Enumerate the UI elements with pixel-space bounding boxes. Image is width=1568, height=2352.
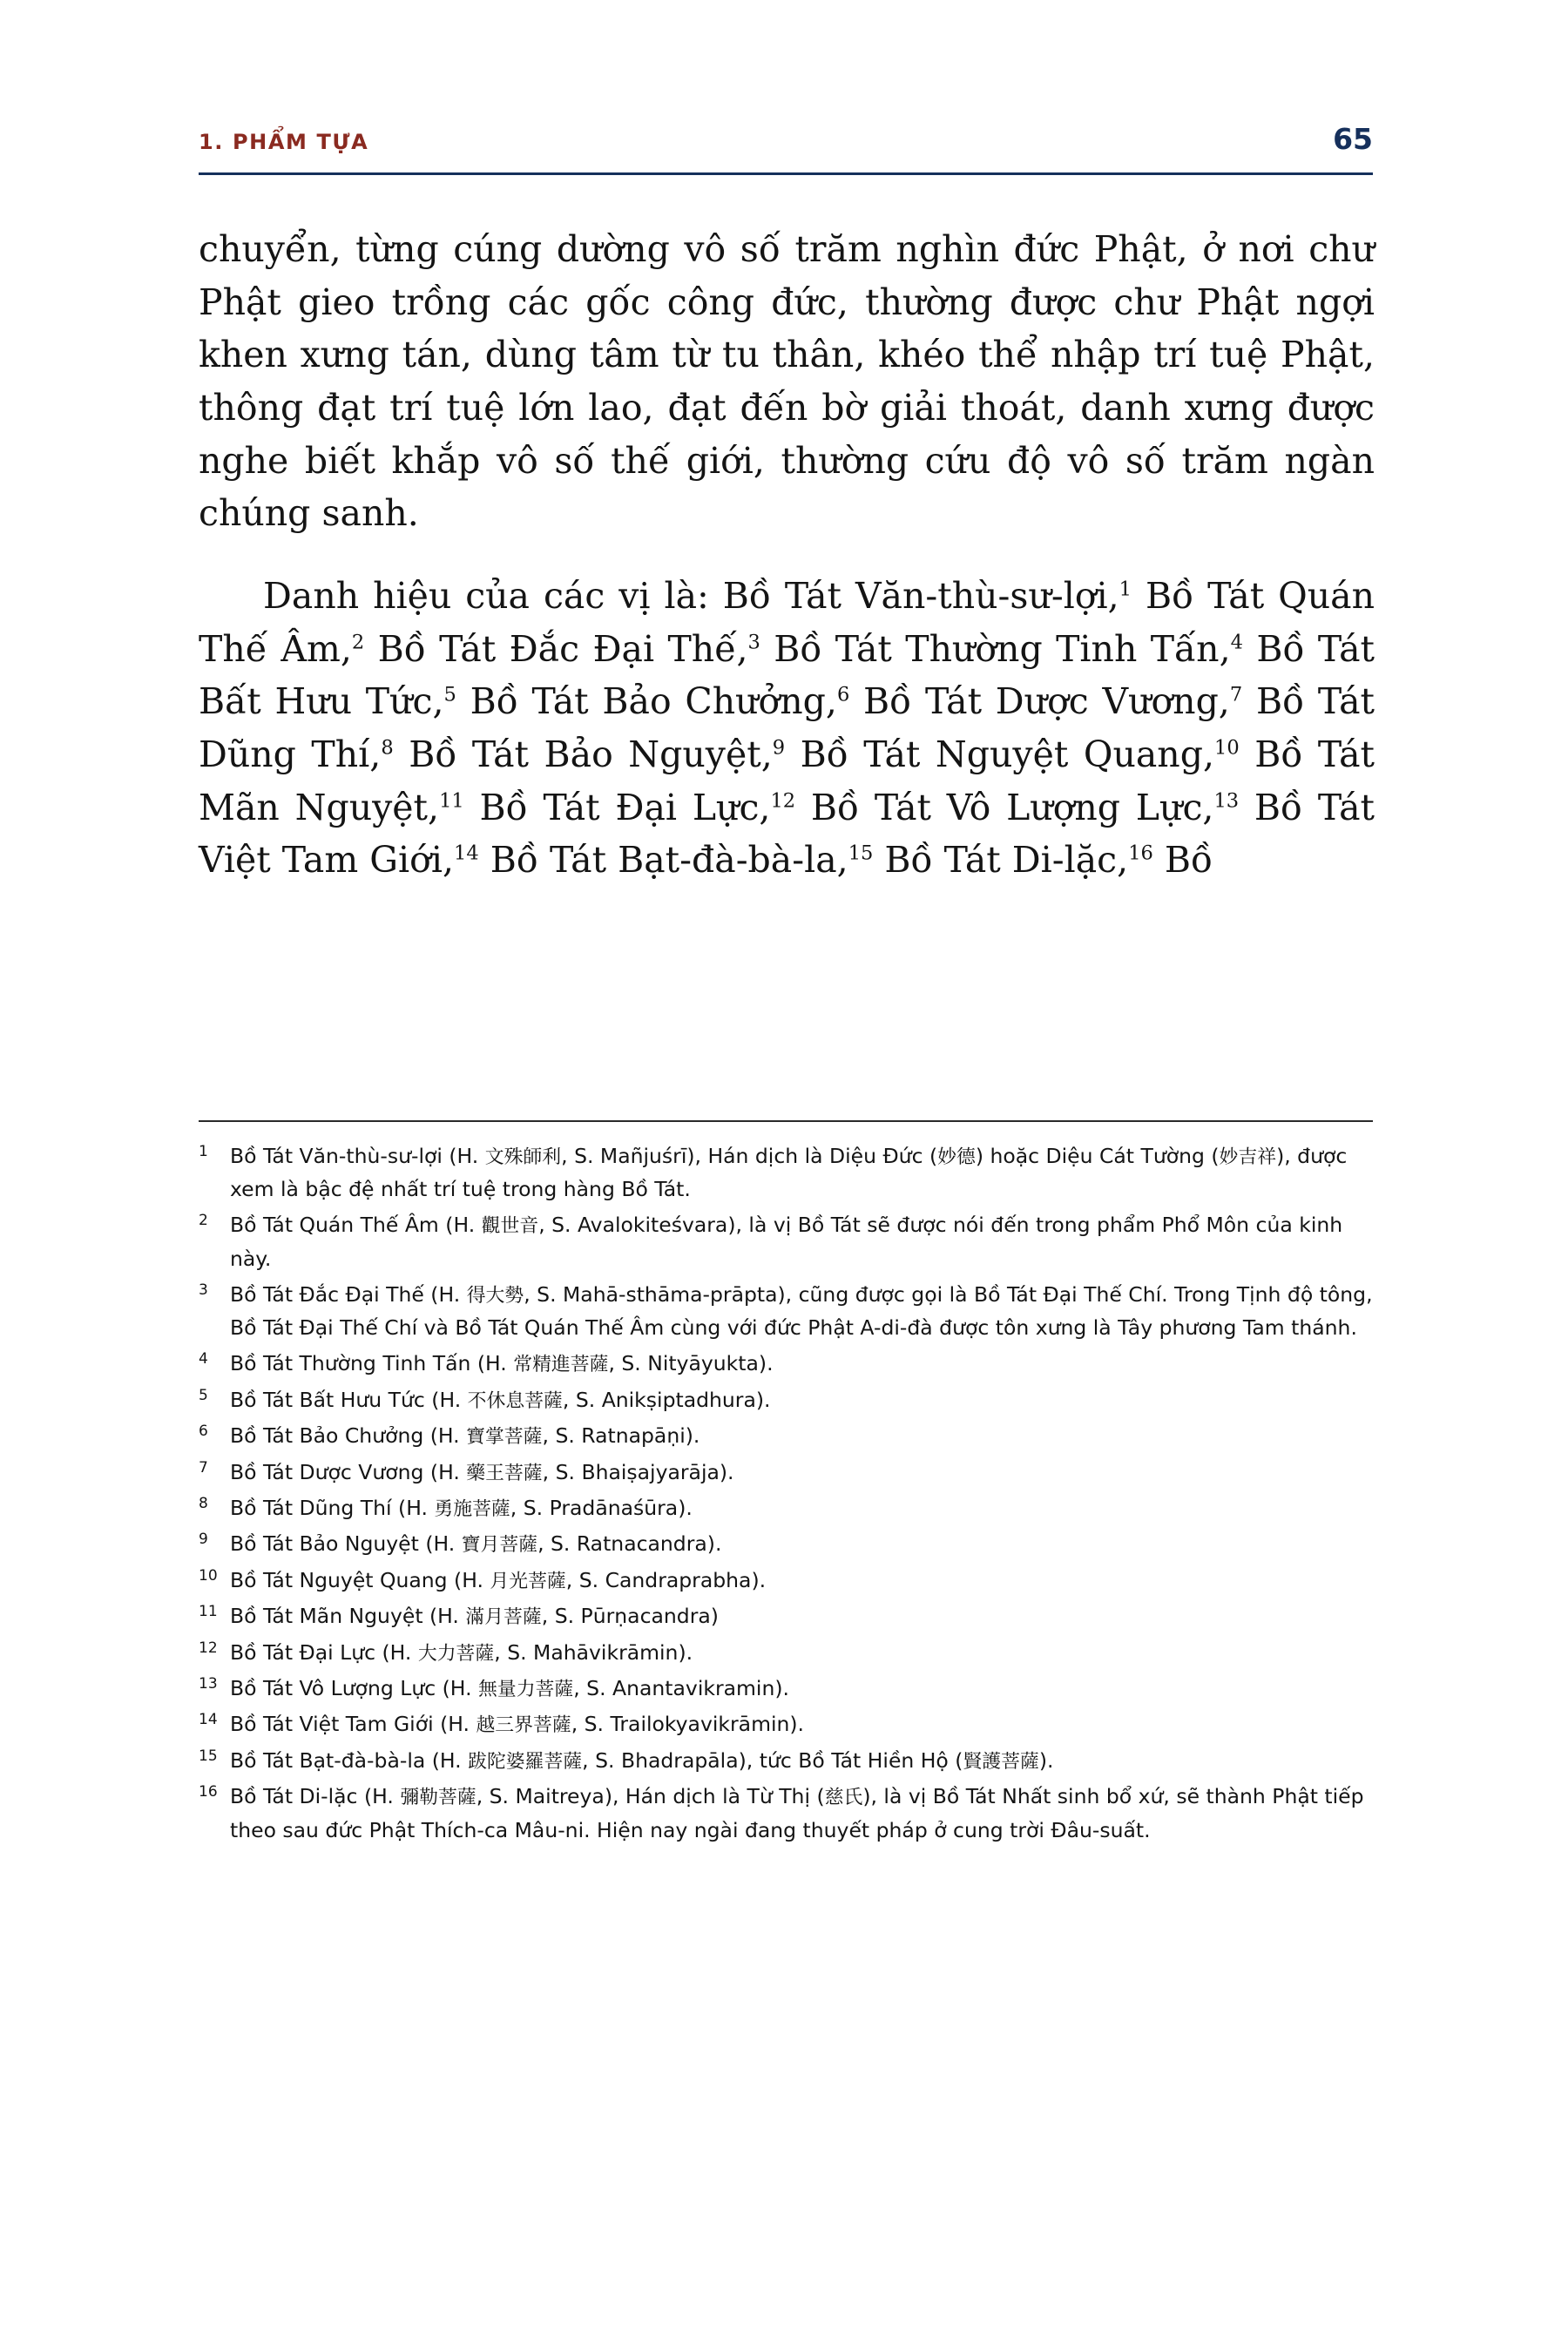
footnote-marker[interactable]: 4 — [1230, 631, 1243, 654]
cjk-text: 月光菩薩 — [490, 1570, 566, 1592]
paragraph-1: chuyển, từng cúng dường vô số trăm nghìn đức Phật, ở nơi chư Phật gieo trồng các gốc công đức, thường được chư Phật ngợi khen xưng tán, dùng tâm từ tu thân, khéo thể nhập trí tuệ Phật, thông đạt trí tuệ lớn lao, đạt đến bờ giải thoát, danh xưng được nghe biết khắp vô số thế giới, thường cứu độ vô số trăm ngàn chúng sanh. — [199, 228, 1375, 535]
footnote-text: Bồ Tát Thường Tinh Tấn (H. 常精進菩薩, S. Nityāyukta). — [230, 1351, 774, 1376]
footnote-text: Bồ Tát Đắc Đại Thế (H. 得大勢, S. Mahā-sthāma-prāpta), cũng được gọi là Bồ Tát Đại Thế Chí. Trong Tịnh độ tông, Bồ Tát Đại Thế Chí và Bồ Tát Quán Thế Âm cùng với đức Phật A-di-đà được tôn xưng là Tây phương Tam thánh. — [230, 1281, 1373, 1341]
footnote-text: Bồ Tát Bất Hưu Tức (H. 不休息菩薩, S. Anikṣiptadhura). — [230, 1387, 771, 1412]
footnote-marker[interactable]: 12 — [770, 789, 796, 813]
footnote-marker[interactable]: 15 — [848, 841, 874, 865]
cjk-text: 賢護菩薩 — [963, 1750, 1039, 1773]
cjk-text: 妙吉祥 — [1219, 1146, 1277, 1168]
cjk-text: 越三界菩薩 — [476, 1714, 571, 1737]
cjk-text: 寶月菩薩 — [461, 1534, 538, 1557]
footnote-item — [199, 1456, 1375, 1489]
cjk-text: 勇施菩薩 — [434, 1498, 510, 1521]
footnote-item — [199, 1564, 1375, 1597]
footnote-number: 11 — [199, 1603, 218, 1621]
footnote-item — [199, 1139, 1375, 1206]
cjk-text: 得大勢 — [466, 1284, 524, 1307]
footnote-number: 5 — [199, 1386, 208, 1404]
footnote-item — [199, 1347, 1375, 1380]
footnote-number: 3 — [199, 1281, 208, 1299]
footnote-marker[interactable]: 1 — [1119, 578, 1132, 601]
footnote-text: Bồ Tát Đại Lực (H. 大力菩薩, S. Mahāvikrāmin). — [230, 1639, 693, 1665]
footnote-item — [199, 1636, 1375, 1669]
footnote-item — [199, 1672, 1375, 1705]
footnote-text: Bồ Tát Dược Vương (H. 藥王菩薩, S. Bhaiṣajyarāja). — [230, 1459, 734, 1484]
footnote-text: Bồ Tát Bảo Nguyệt (H. 寶月菩薩, S. Ratnacandra). — [230, 1531, 722, 1557]
footnote-marker[interactable]: 6 — [836, 683, 850, 706]
footnote-item — [199, 1527, 1375, 1560]
cjk-text: 跋陀婆羅菩薩 — [468, 1750, 583, 1773]
footnote-marker[interactable]: 10 — [1213, 736, 1240, 760]
cjk-text: 寶掌菩薩 — [466, 1426, 543, 1449]
cjk-text: 大力菩薩 — [417, 1642, 495, 1665]
footnote-text: Bồ Tát Di-lặc (H. 彌勒菩薩, S. Maitreya), Hán dịch là Từ Thị (慈氏), là vị Bồ Tát Nhất sinh bổ xứ, sẽ thành Phật tiếp theo sau đức Phật Thích-ca Mâu-ni. Hiện nay ngài đang thuyết pháp ở cung trời Đâu-suất. — [230, 1784, 1364, 1842]
footnote-number: 14 — [199, 1711, 218, 1729]
cjk-text: 無量力菩薩 — [478, 1679, 574, 1701]
page-number: 65 — [1333, 122, 1373, 156]
footnote-item — [199, 1744, 1375, 1777]
footnote-marker[interactable]: 8 — [381, 736, 394, 760]
footnote-number: 10 — [199, 1566, 218, 1585]
cjk-text: 觀世音 — [481, 1215, 539, 1238]
cjk-text: 文殊師利 — [484, 1146, 562, 1168]
footnote-number: 7 — [199, 1458, 208, 1477]
footnote-text: Bồ Tát Vô Lượng Lực (H. 無量力菩薩, S. Anantavikramin). — [230, 1676, 789, 1701]
footnote-item — [199, 1383, 1375, 1416]
footnote-text: Bồ Tát Quán Thế Âm (H. 觀世音, S. Avalokiteśvara), là vị Bồ Tát sẽ được nói đến trong phẩm Phổ Môn của kinh này. — [230, 1213, 1343, 1271]
cjk-text: 常精進菩薩 — [513, 1354, 609, 1376]
footnote-text: Bồ Tát Dũng Thí (H. 勇施菩薩, S. Pradānaśūra). — [230, 1496, 693, 1521]
footnote-number: 13 — [199, 1675, 218, 1693]
footnote-marker[interactable]: 11 — [439, 789, 464, 813]
footnote-item — [199, 1780, 1375, 1846]
footnote-marker[interactable]: 14 — [454, 841, 479, 865]
footnote-number: 6 — [199, 1423, 208, 1441]
footnote-item — [199, 1707, 1375, 1740]
footnote-text: Bồ Tát Mãn Nguyệt (H. 滿月菩薩, S. Pūrṇacandra) — [230, 1604, 719, 1629]
footnote-number: 1 — [199, 1143, 208, 1160]
footnote-marker[interactable]: 2 — [351, 631, 365, 654]
footnote-item — [199, 1491, 1375, 1524]
footnote-divider — [199, 1120, 1373, 1122]
cjk-text: 妙德 — [937, 1146, 976, 1168]
footnote-number: 2 — [199, 1212, 208, 1230]
footnote-text: Bồ Tát Nguyệt Quang (H. 月光菩薩, S. Candraprabha). — [230, 1567, 767, 1592]
footnote-text: Bồ Tát Việt Tam Giới (H. 越三界菩薩, S. Trailokyavikrāmin). — [230, 1712, 805, 1737]
footnote-item — [199, 1278, 1375, 1344]
footnote-marker[interactable]: 13 — [1213, 789, 1240, 813]
footnote-list — [199, 1139, 1375, 1849]
footnote-item — [199, 1599, 1375, 1632]
footnote-text: Bồ Tát Văn-thù-sư-lợi (H. 文殊師利, S. Mañjuśrī), Hán dịch là Diệu Đức (妙德) hoặc Diệu Cát Tường (妙吉祥), được xem là bậc đệ nhất trí tuệ trong hàng Bồ Tát. — [230, 1144, 1348, 1202]
footnote-number: 4 — [199, 1350, 208, 1369]
footnote-marker[interactable]: 16 — [1128, 841, 1153, 865]
running-head-chapter: 1. PHẨM TỰA — [199, 130, 369, 154]
page-header — [199, 122, 1373, 156]
body-text — [199, 223, 1375, 887]
footnote-marker[interactable]: 7 — [1229, 683, 1243, 706]
cjk-text: 彌勒菩薩 — [400, 1787, 476, 1809]
footnote-marker[interactable]: 9 — [772, 736, 786, 760]
cjk-text: 藥王菩薩 — [466, 1462, 543, 1484]
footnote-number: 8 — [199, 1495, 208, 1513]
cjk-text: 慈氏 — [824, 1787, 863, 1809]
footnote-number: 16 — [199, 1783, 218, 1801]
footnote-number: 12 — [199, 1639, 218, 1657]
footnote-marker[interactable]: 3 — [747, 631, 760, 654]
footnote-number: 15 — [199, 1747, 218, 1765]
footnote-number: 9 — [199, 1531, 208, 1549]
footnote-marker[interactable]: 5 — [443, 683, 456, 706]
footnote-text: Bồ Tát Bạt-đà-bà-la (H. 跋陀婆羅菩薩, S. Bhadrapāla), tức Bồ Tát Hiền Hộ (賢護菩薩). — [230, 1747, 1054, 1773]
footnote-item — [199, 1208, 1375, 1274]
header-divider — [199, 172, 1373, 175]
cjk-text: 不休息菩薩 — [467, 1389, 563, 1412]
paragraph-2: Danh hiệu của các vị là: Bồ Tát Văn-thù-sư-lợi,$^1$ Bồ Tát Quán Thế Âm,$^2$ Bồ Tát Đắc Đại Thế,$^3$ Bồ Tát Thường Tinh Tấn,$^4$ Bồ Tát Bất Hưu Tức,$^5$ Bồ Tát Bảo Chưởng,$^6$ Bồ Tát Dược Vương,$^7$ Bồ Tát Dũng Thí,$^8$ Bồ Tát Bảo Nguyệt,$^9$ Bồ Tát Nguyệt Quang,$^{10}$ Bồ Tát Mãn Nguyệt,$^{11}$ Bồ Tát Đại Lực,$^{12}$ Bồ Tát Vô Lượng Lực,$^{13}$ Bồ Tát Việt Tam Giới,$^{14}$ Bồ Tát Bạt-đà-bà-la,$^{15}$ Bồ Tát Di-lặc,$^{16}$ Bồ — [199, 575, 1375, 882]
footnote-text: Bồ Tát Bảo Chưởng (H. 寶掌菩薩, S. Ratnapāṇi). — [230, 1423, 700, 1449]
cjk-text: 滿月菩薩 — [465, 1606, 542, 1629]
footnote-item — [199, 1419, 1375, 1452]
